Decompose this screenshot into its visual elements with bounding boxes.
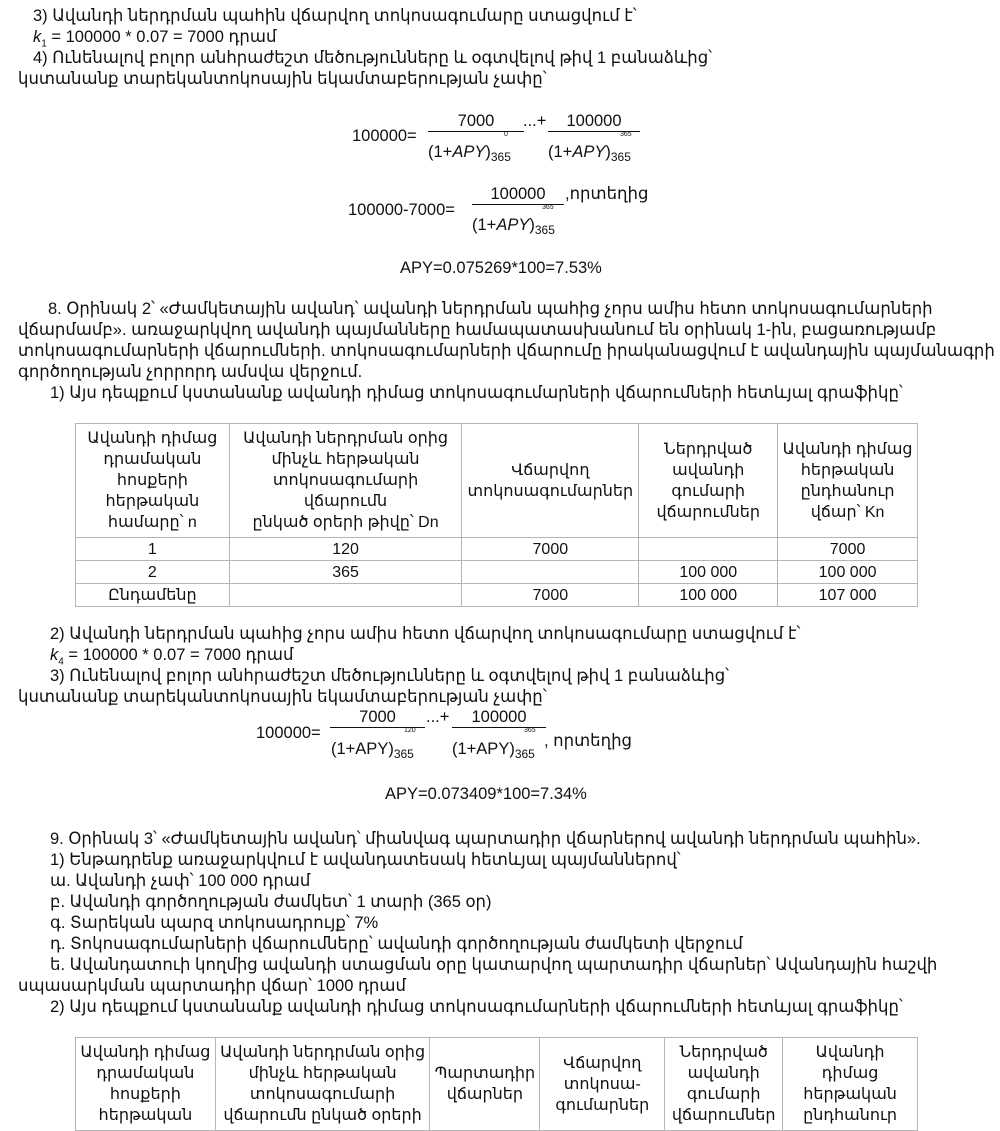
formula-3-numerator-1: 7000 (359, 708, 396, 726)
table-cell: 365 (229, 561, 462, 584)
table-total-row (76, 584, 918, 607)
header-cell-flow-number: Ավանդի դիմաց դրամական հոսքերի հերթական համարը՝ n (76, 424, 230, 538)
step-3-text-b: 3) Ունենալով բոլոր անհրաժեշտ մեծությունները և օգտվելով թիվ 1 բանաձևից՝ (50, 667, 730, 685)
table-cell: 7000 (462, 538, 639, 561)
header-cell-interest: Վճարվող տոկոսա- գումարներ (540, 1038, 665, 1131)
formula-2-lhs: 100000-7000= (348, 201, 455, 219)
table-cell: 100 000 (639, 584, 778, 607)
example-2-para-line-4: գործողության չորրորդ ամսվա վերջում. (18, 363, 363, 381)
condition-a: ա. Ավանդի չափ՝ 100 000 դրամ (50, 872, 311, 890)
step-2-text: 2) Ավանդի ներդրման պահից չորս ամիս հետո վճարվող տոկոսագումարը ստացվում է՝ (50, 625, 801, 643)
condition-d: դ. Տոկոսագումարների վճարումները՝ ավանդի գործողության ժամկետի վերջում (50, 935, 743, 953)
formula-1-denominator-1: $(1+APY)_{365}$ (428, 143, 511, 164)
example-2-step-1: 1) Այս դեպքում կստանանք ավանդի դիմաց տոկոսագումարների վճարումների հետևյալ գրաֆիկը՝ (50, 384, 903, 402)
condition-e: ե. Ավանդատուի կողմից ավանդի ստացման օրը կատարվող պարտադիր վճարներ՝ Ավանդային հաշվի (50, 956, 938, 974)
example-2-para-line-3: տոկոսագումարների վճարումների. տոկոսագումարների վճարումը իրականացվում է ավանդային պայմանագրի (18, 342, 995, 360)
example-3-title: 9. Օրինակ 3՝ «Ժամկետային ավանդ՝ միանվագ պարտադիր վճարներով ավանդի ներդրման պահին». (50, 830, 921, 848)
header-cell-flow-number: Ավանդի դիմաց դրամական հոսքերի հերթական (76, 1038, 216, 1131)
formula-3-denominator-2: $(1+APY)_{365}$ (452, 740, 535, 761)
table-cell: 100 000 (639, 561, 778, 584)
formula-1-numerator-2: 100000 (566, 112, 622, 130)
table-header-row (76, 424, 918, 538)
header-cell-principal: Ներդրված ավանդի գումարի վճարումներ (639, 424, 778, 538)
table-cell: 7000 (462, 584, 639, 607)
example-2-para-line-1: 8. Օրինակ 2՝ «Ժամկետային ավանդ՝ ավանդի ներդրման պահից չորս ամիս հետո տոկոսագումարների (48, 300, 933, 318)
header-cell-interest: Վճարվող տոկոսագումարներ (462, 424, 639, 538)
k-variable: k (50, 646, 59, 664)
formula-1-exponent-2: 365 (620, 131, 632, 138)
k-subscript: 1 (41, 38, 47, 50)
formula-3-tail: , որտեղից (544, 732, 632, 750)
table-row (76, 561, 918, 584)
k-subscript: 4 (58, 656, 64, 668)
table-cell (229, 584, 462, 607)
formula-1-numerator-1: 7000 (457, 112, 495, 130)
header-cell-principal: Ներդրված ավանդի գումարի վճարումներ (665, 1038, 783, 1131)
result-1: APY=0.075269*100=7.53% (400, 259, 602, 277)
table-cell: 7000 (778, 538, 918, 561)
table-cell: 100 000 (778, 561, 918, 584)
step-4-continuation: կստանանք տարեկանտոկոսային եկամտաբերության չափը՝ (18, 70, 547, 88)
table-cell: 107 000 (778, 584, 918, 607)
payment-schedule-table-2 (75, 1037, 918, 1131)
formula-3-exponent-2: 365 (524, 727, 536, 734)
condition-e-continuation: սպասարկման պարտադիր վճար՝ 1000 դրամ (18, 977, 406, 995)
condition-c: գ. Տարեկան պարզ տոկոսադրույք՝ 7% (50, 914, 379, 932)
k-expression: = 100000 * 0.07 = 7000 դրամ (46, 28, 277, 46)
payment-schedule-table-1 (75, 423, 918, 607)
formula-1-ellipsis: ...+ (523, 112, 547, 130)
example-2-para-line-2: վճարմամբ». առաջարկվող ավանդի պայմանները համապատասխանում են օրինակ 1-ին, բացառությամբ (18, 321, 937, 339)
formula-1-lhs: 100000= (352, 127, 417, 145)
k-variable: k (33, 28, 42, 46)
formula-2-exponent: 365 (542, 204, 554, 211)
formula-2-tail: ,որտեղից (565, 185, 649, 203)
formula-3-exponent-1: 120 (404, 727, 416, 734)
header-cell-days: Ավանդի ներդրման օրից մինչև հերթական տոկոսագումարի վճարումն ընկած օրերի թիվը՝ Dn (229, 424, 462, 538)
formula-3-lhs: 100000= (256, 724, 321, 742)
table-cell (462, 561, 639, 584)
formula-3-numerator-2: 100000 (471, 708, 527, 726)
formula-2-numerator: 100000 (490, 185, 546, 203)
example-3-step-1: 1) Ենթադրենք առաջարկվում է ավանդատեսակ հետևյալ պայմաններով՝ (50, 851, 681, 869)
table-header-row (76, 1038, 918, 1131)
step-3-continuation: կստանանք տարեկանտոկոսային եկամտաբերության չափը՝ (18, 688, 547, 706)
header-cell-total: Ավանդի դիմաց հերթական ընդհանուր վճար՝ Kn (778, 424, 918, 538)
step-4-text: 4) Ունենալով բոլոր անհրաժեշտ մեծությունները և օգտվելով թիվ 1 բանաձևից՝ (33, 49, 713, 67)
table-row (76, 538, 918, 561)
formula-1-denominator-2: $(1+APY)_{365}$ (548, 143, 631, 164)
condition-b: բ. Ավանդի գործողության ժամկետ՝ 1 տարի (365 օր) (50, 893, 492, 911)
formula-1-exponent-1: 0 (504, 131, 508, 138)
step-3-text: 3) Ավանդի ներդրման պահին վճարվող տոկոսագումարը ստացվում է՝ (33, 7, 637, 25)
table-cell (639, 538, 778, 561)
table-cell: 2 (76, 561, 230, 584)
result-2: APY=0.073409*100=7.34% (385, 785, 587, 803)
header-cell-days: Ավանդի ներդրման օրից մինչև հերթական տոկոսագումարի վճարումն ընկած օրերի (215, 1038, 430, 1131)
table-cell: Ընդամենը (76, 584, 230, 607)
formula-3-denominator-1: $(1+APY)_{365}$ (331, 740, 414, 761)
header-cell-mandatory-fees: Պարտադիր վճարներ (430, 1038, 540, 1131)
table-cell: 1 (76, 538, 230, 561)
fraction-bar (428, 131, 524, 132)
formula-2-denominator: $(1+APY)_{365}$ (472, 216, 555, 237)
header-cell-total: Ավանդի դիմաց հերթական ընդհանուր (783, 1038, 918, 1131)
table-cell: 120 (229, 538, 462, 561)
k-expression: = 100000 * 0.07 = 7000 դրամ (63, 646, 294, 664)
formula-3-ellipsis: ...+ (426, 708, 450, 726)
example-3-step-2: 2) Այս դեպքում կստանանք ավանդի դիմաց տոկոսագումարների վճարումների հետևյալ գրաֆիկը՝ (50, 998, 903, 1016)
